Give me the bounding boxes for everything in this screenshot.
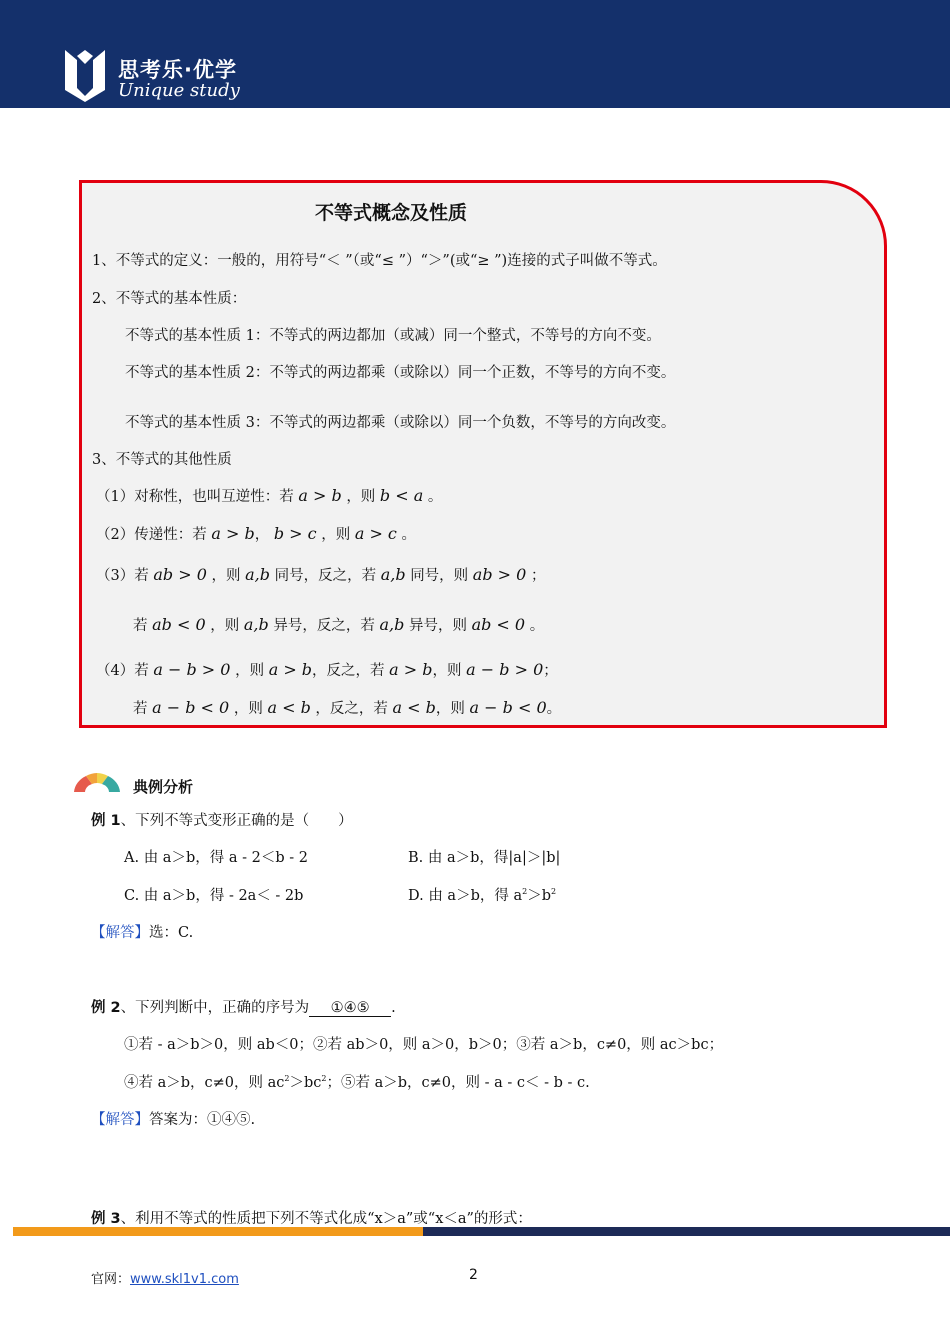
property-transitivity bbox=[96, 523, 416, 544]
basic-property-3: 不等式的基本性质 3：不等式的两边都乘（或除以）同一个负数，不等号的方向改变。 bbox=[125, 415, 676, 431]
section-title: 典例分析 bbox=[133, 778, 194, 796]
text: 、下列判断中，正确的序号为 bbox=[120, 1000, 310, 1016]
text: 选：C. bbox=[149, 925, 194, 941]
example-label: 例 3 bbox=[91, 1211, 121, 1227]
text: . bbox=[391, 1000, 396, 1016]
text: 、下列不等式变形正确的是（ ） bbox=[120, 813, 353, 829]
math: a < b bbox=[267, 698, 311, 717]
example-2-answer bbox=[91, 1108, 255, 1129]
text: 异号，则 bbox=[408, 618, 467, 634]
text: ，则 bbox=[210, 618, 240, 634]
math: b > c bbox=[273, 524, 317, 543]
text: （3）若 bbox=[96, 568, 149, 584]
example-2-statements-2 bbox=[124, 1071, 590, 1092]
footer-bar-left bbox=[13, 1227, 423, 1236]
text: ＞bc bbox=[289, 1075, 322, 1091]
answer-tag: 【解答】 bbox=[91, 925, 149, 941]
footer-bar-right bbox=[423, 1227, 950, 1236]
math: a − b > 0 bbox=[153, 660, 231, 679]
text: 。 bbox=[529, 618, 545, 634]
basic-properties-heading: 2、不等式的基本性质： bbox=[92, 291, 247, 307]
example-1-question bbox=[91, 809, 353, 830]
math: b < a bbox=[379, 486, 424, 505]
math: a − b < 0 bbox=[152, 698, 230, 717]
text: 同号，则 bbox=[410, 568, 469, 584]
text: D. 由 a＞b，得 a bbox=[408, 888, 523, 904]
math: a − b > 0 bbox=[466, 660, 544, 679]
text: ， bbox=[254, 527, 270, 543]
text: （1）对称性，也叫互逆性：若 bbox=[96, 489, 294, 505]
rainbow-arc-icon bbox=[72, 770, 122, 794]
text: 。 bbox=[427, 489, 443, 505]
logo-icon bbox=[63, 46, 107, 102]
example-2-question bbox=[91, 996, 396, 1017]
page-number: 2 bbox=[469, 1267, 478, 1283]
superscript: 2 bbox=[284, 1074, 290, 1084]
math: a,b bbox=[379, 615, 405, 634]
brand-name-cn: 思考乐·优学 bbox=[118, 58, 237, 82]
math: a > b bbox=[211, 524, 255, 543]
website-label: 官网： bbox=[91, 1272, 131, 1287]
property-product-negative bbox=[133, 614, 544, 635]
text: ，反之，若 bbox=[315, 701, 388, 717]
text: 异号，反之，若 bbox=[273, 618, 375, 634]
text: 、利用不等式的性质把下列不等式化成“x＞a”或“x＜a”的形式： bbox=[120, 1211, 532, 1227]
math: a,b bbox=[243, 615, 269, 634]
text: 答案为：①④⑤. bbox=[149, 1112, 256, 1128]
math: a > b bbox=[298, 486, 342, 505]
text: ； bbox=[543, 663, 558, 679]
answer-blank: ①④⑤ bbox=[309, 1000, 391, 1017]
math: a > b bbox=[268, 660, 313, 679]
text: ④若 a＞b，c≠0，则 ac bbox=[124, 1075, 285, 1091]
example-1-option-a: A. 由 a＞b，得 a - 2＜b - 2 bbox=[124, 850, 308, 866]
text: ，则 bbox=[321, 527, 351, 543]
text: 。 bbox=[401, 527, 416, 543]
text: ，则 bbox=[432, 663, 462, 679]
answer-tag: 【解答】 bbox=[91, 1112, 149, 1128]
basic-property-2: 不等式的基本性质 2：不等式的两边都乘（或除以）同一个正数，不等号的方向不变。 bbox=[125, 365, 676, 381]
text: ； bbox=[530, 568, 546, 584]
example-1-option-b: B. 由 a＞b，得|a|＞|b| bbox=[408, 850, 561, 866]
math: ab < 0 bbox=[152, 615, 206, 634]
text: 同号，反之，若 bbox=[274, 568, 377, 584]
text: 若 bbox=[133, 701, 148, 717]
property-difference-positive bbox=[96, 659, 558, 680]
text: ，则 bbox=[235, 663, 265, 679]
property-product-positive bbox=[96, 564, 545, 585]
text: ，则 bbox=[211, 568, 241, 584]
example-2-statements-1: ①若 - a＞b＞0，则 ab＜0；②若 ab＞0，则 a＞0，b＞0；③若 a＞b，c≠0，则 ac＞bc； bbox=[124, 1037, 724, 1053]
property-symmetry bbox=[96, 485, 442, 506]
example-3-question bbox=[91, 1207, 532, 1228]
math: a > b bbox=[389, 660, 433, 679]
text: 若 bbox=[133, 618, 148, 634]
definition-line: 1、不等式的定义：一般的，用符号“＜ ”（或“≤ ”）“＞”(或“≥ ”)连接的式子叫做不等式。 bbox=[92, 253, 667, 269]
math: ab < 0 bbox=[471, 615, 526, 634]
concept-title: 不等式概念及性质 bbox=[315, 202, 468, 224]
text: （2）传递性：若 bbox=[96, 527, 207, 543]
page-header bbox=[0, 0, 950, 108]
text: ；⑤若 a＞b，c≠0，则 - a - c＜ - b - c. bbox=[326, 1075, 590, 1091]
math: ab > 0 bbox=[153, 565, 207, 584]
superscript: 2 bbox=[551, 887, 557, 897]
text: ＞b bbox=[527, 888, 552, 904]
text: （4）若 bbox=[96, 663, 149, 679]
text: ，反之，若 bbox=[312, 663, 385, 679]
property-difference-negative bbox=[133, 697, 561, 718]
other-properties-heading: 3、不等式的其他性质 bbox=[92, 452, 232, 468]
basic-property-1: 不等式的基本性质 1：不等式的两边都加（或减）同一个整式，不等号的方向不变。 bbox=[125, 328, 661, 344]
text: ，则 bbox=[346, 489, 376, 505]
website-link[interactable]: www.skl1v1.com bbox=[130, 1272, 239, 1287]
example-1-option-c: C. 由 a＞b，得 - 2a＜ - 2b bbox=[124, 888, 304, 904]
text: ，则 bbox=[233, 701, 263, 717]
example-1-option-d bbox=[408, 884, 556, 905]
math: a < b bbox=[392, 698, 436, 717]
superscript: 2 bbox=[321, 1074, 327, 1084]
text: ，则 bbox=[435, 701, 465, 717]
example-label: 例 1 bbox=[91, 813, 121, 829]
math: a,b bbox=[245, 565, 270, 584]
brand-name-en: Unique study bbox=[118, 80, 240, 101]
math: a > c bbox=[354, 524, 397, 543]
example-1-answer bbox=[91, 921, 193, 942]
superscript: 2 bbox=[522, 887, 528, 897]
footer-website bbox=[91, 1268, 239, 1287]
text: 。 bbox=[546, 701, 562, 717]
example-label: 例 2 bbox=[91, 1000, 121, 1016]
math: a − b < 0 bbox=[469, 698, 547, 717]
math: a,b bbox=[380, 565, 406, 584]
math: ab > 0 bbox=[472, 565, 527, 584]
